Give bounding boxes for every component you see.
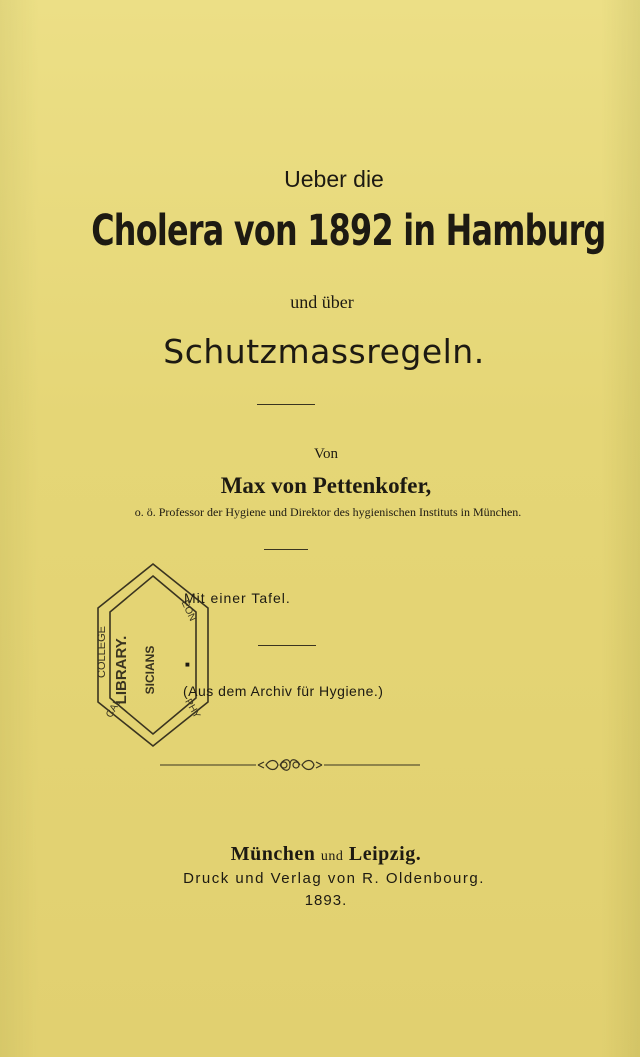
stamp-college-text: COLLEGE: [96, 626, 108, 678]
divider-rule: [264, 549, 308, 550]
archive-note: (Aus dem Archiv für Hygiene.): [183, 683, 384, 699]
author-name: Max von Pettenkofer,: [220, 473, 432, 498]
ornamental-divider: [160, 758, 420, 772]
subtitle: Schutzmassregeln.: [163, 332, 485, 371]
byline-von: Von: [314, 446, 338, 462]
imprint-year: 1893.: [304, 892, 348, 909]
plate-note: Mit einer Tafel.: [184, 590, 291, 606]
imprint-publisher: Druck und Verlag von R. Oldenbourg.: [183, 870, 485, 887]
stamp-phy-text: PHY: [182, 697, 203, 721]
library-stamp: [88, 560, 218, 750]
stamp-cal-text: CAL: [104, 697, 124, 720]
divider-rule: [258, 645, 316, 646]
main-title: Cholera von 1892 in Hamburg: [91, 206, 606, 256]
title-connector: und über: [290, 292, 354, 312]
city-conjunction: und: [320, 849, 344, 864]
title-prefix: Ueber die: [284, 166, 384, 192]
divider-rule: [257, 404, 315, 405]
stamp-sicians-text: SICIANS: [143, 645, 157, 695]
stamp-library-text: LIBRARY.: [113, 635, 130, 705]
imprint-city: [6, 843, 640, 866]
stamp-eon-text: EON: [178, 598, 198, 624]
city-munich: München: [230, 843, 316, 865]
author-affiliation: o. ö. Professor der Hygiene und Direktor des hygienischen Instituts in München.: [134, 505, 522, 519]
stray-mark: ■: [185, 660, 190, 669]
city-leipzig: Leipzig.: [348, 843, 422, 865]
